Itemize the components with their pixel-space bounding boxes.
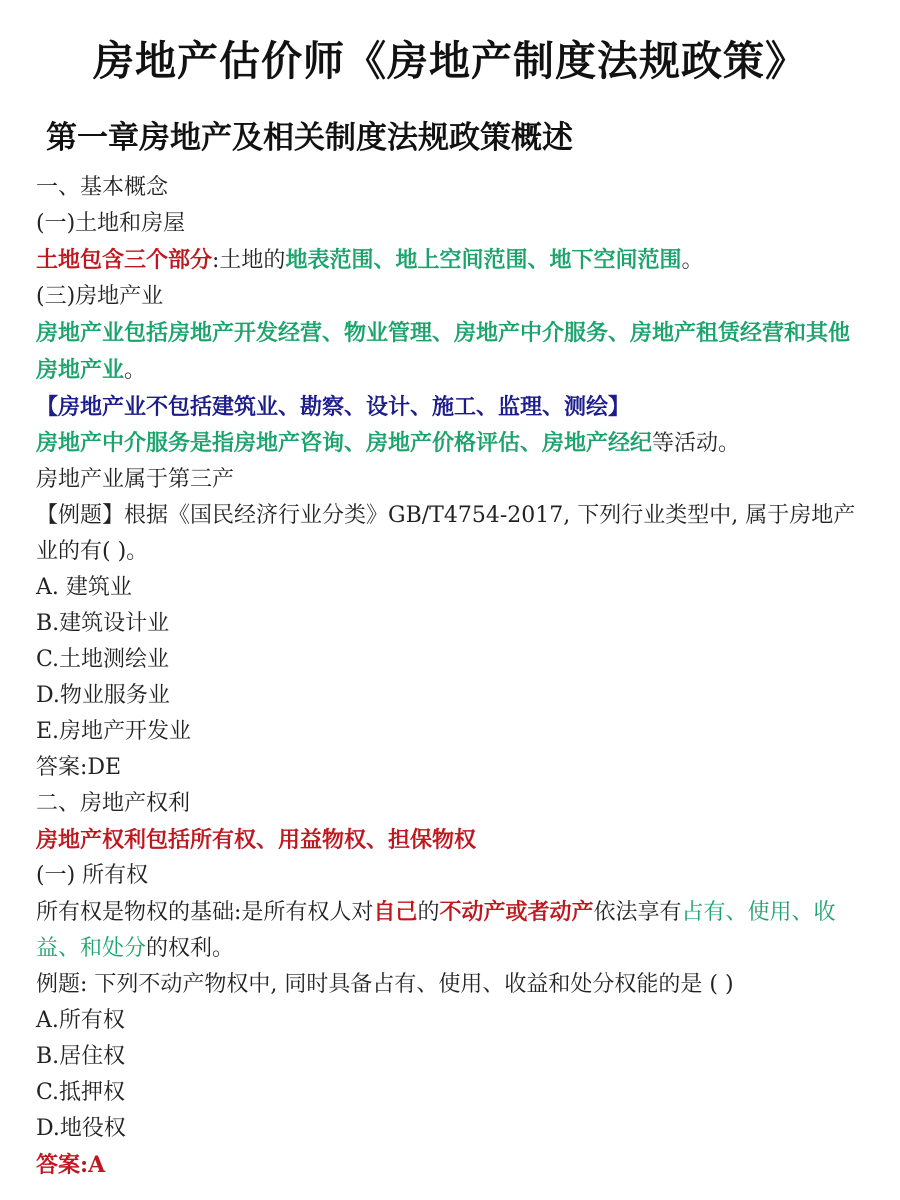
example-1-answer: 答案:DE (36, 755, 122, 780)
ownership-text-self: 自己 (373, 899, 418, 925)
example-1-option: E.房地产开发业 (36, 719, 192, 744)
land-parts-end: 。 (681, 248, 704, 273)
chapter-heading: 第一章房地产及相关制度法规政策概述 (46, 120, 573, 156)
example-2-option: C.抵押权 (36, 1080, 126, 1105)
example-1-option: A. 建筑业 (36, 575, 132, 600)
land-parts-lead: 土地包含三个部分 (36, 247, 213, 273)
example-1-option: B.建筑设计业 (36, 611, 170, 636)
property-rights-summary: 房地产权利包括所有权、用益物权、担保物权 (36, 827, 477, 853)
document-body (36, 170, 866, 1183)
ownership-text-property: 不动产或者动产 (439, 899, 594, 925)
ownership-text-powers: 占有、使用、收益、和处分 (36, 900, 836, 961)
subheading-real-estate-industry: (三)房地产业 (36, 284, 164, 309)
example-2-answer: 答案:A (36, 1152, 106, 1178)
example-2-option: B.居住权 (36, 1044, 126, 1069)
example-2-option: A.所有权 (36, 1008, 125, 1033)
ownership-text-lawfully: 依法享有 (593, 900, 682, 925)
section-heading-property-rights: 二、房地产权利 (36, 791, 191, 816)
ownership-text-end: 的权利。 (146, 936, 235, 961)
industry-includes-end: 。 (124, 358, 147, 383)
page-title: 房地产估价师《房地产制度法规政策》 (93, 37, 807, 85)
subheading-land-and-houses: (一)土地和房屋 (36, 211, 186, 236)
ownership-definition-paragraph (36, 894, 866, 967)
section-heading-basic-concepts: 一、基本概念 (36, 175, 169, 200)
agency-service-definition: 房地产中介服务是指房地产咨询、房地产价格评估、房地产经纪 (36, 430, 653, 456)
ownership-text-a: 所有权是物权的基础:是所有权人对 (36, 900, 374, 925)
industry-excludes-note: 【房地产业不包括建筑业、勘察、设计、施工、监理、测绘】 (36, 394, 631, 420)
example-question-1: 【例题】根据《国民经济行业分类》GB/T4754-2017, 下列行业类型中, 属于房地产业的有( )。 (36, 503, 856, 564)
land-parts-items: 地表范围、地上空间范围、地下空间范围 (285, 247, 682, 273)
tertiary-industry-note: 房地产业属于第三产 (36, 467, 235, 492)
example-question-2: 例题: 下列不动产物权中, 同时具备占有、使用、收益和处分权能的是 ( ) (36, 972, 734, 997)
land-parts-connector: :土地的 (212, 248, 286, 273)
example-2-option: D.地役权 (36, 1116, 126, 1141)
subheading-ownership: (一) 所有权 (36, 863, 149, 888)
land-parts-paragraph (36, 242, 866, 279)
example-1-option: C.土地测绘业 (36, 647, 170, 672)
ownership-text-of: 的 (417, 900, 440, 925)
agency-service-paragraph (36, 425, 866, 462)
industry-includes-paragraph (36, 315, 866, 389)
example-1-option: D.物业服务业 (36, 683, 170, 708)
agency-service-end: 等活动。 (652, 431, 741, 456)
industry-includes-text: 房地产业包括房地产开发经营、物业管理、房地产中介服务、房地产租赁经营和其他房地产业 (36, 320, 851, 383)
